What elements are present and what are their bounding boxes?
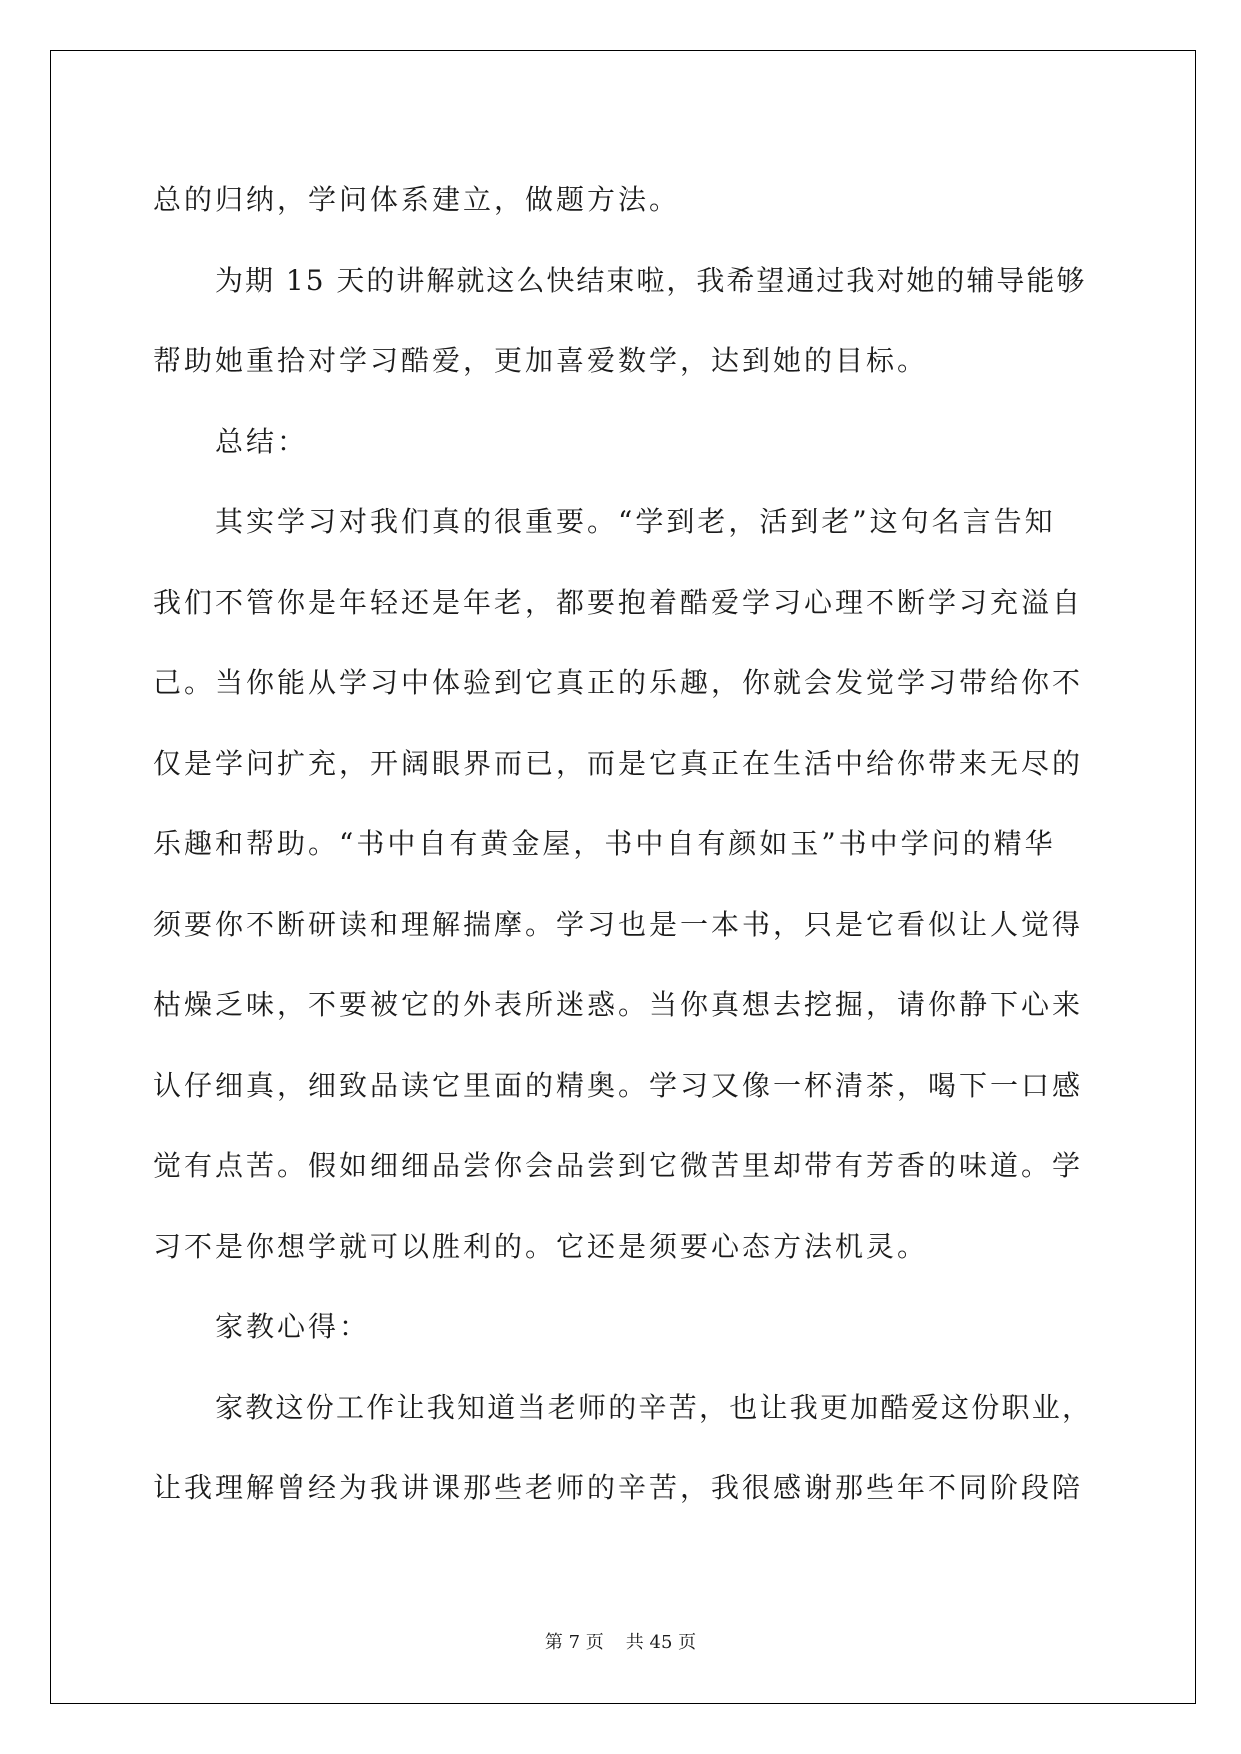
paragraph-line: 帮助她重拾对学习酷爱，更加喜爱数学，达到她的目标。	[153, 344, 929, 377]
paragraph-line: 觉有点苦。假如细细品尝你会品尝到它微苦里却带有芳香的味道。学	[153, 1149, 1084, 1182]
paragraph-line: 让我理解曾经为我讲课那些老师的辛苦，我很感谢那些年不同阶段陪	[153, 1471, 1084, 1504]
paragraph-line: 枯燥乏味，不要被它的外表所迷惑。当你真想去挖掘，请你静下心来	[153, 988, 1084, 1021]
section-heading: 总结：	[215, 424, 309, 458]
page-total: 共 45 页	[625, 1632, 697, 1653]
page-number: 第 7 页	[544, 1632, 604, 1653]
page-footer	[0, 1628, 1241, 1654]
section-heading: 家教心得：	[215, 1310, 371, 1343]
document-body	[153, 160, 1093, 1529]
paragraph-line: 我们不管你是年轻还是年老，都要抱着酷爱学习心理不断学习充溢自	[153, 585, 1084, 619]
paragraph-line: 仅是学问扩充，开阔眼界而已，而是它真正在生活中给你带来无尽的	[153, 746, 1084, 780]
paragraph-line: 己。当你能从学习中体验到它真正的乐趣，你就会发觉学习带给你不	[153, 666, 1084, 699]
paragraph-line: 认仔细真，细致品读它里面的精奥。学习又像一杯清茶，喝下一口感	[153, 1068, 1084, 1102]
paragraph-line: 乐趣和帮助。“书中自有黄金屋，书中自有颜如玉”书中学问的精华	[153, 827, 1056, 860]
paragraph-line: 其实学习对我们真的很重要。“学到老，活到老”这句名言告知	[215, 505, 1056, 538]
paragraph-line: 为期 15 天的讲解就这么快结束啦，我希望通过我对她的辅导能够	[215, 263, 1087, 297]
paragraph-line: 习不是你想学就可以胜利的。它还是须要心态方法机灵。	[153, 1229, 929, 1263]
paragraph-line: 家教这份工作让我知道当老师的辛苦，也让我更加酷爱这份职业，	[215, 1390, 1093, 1424]
paragraph-line: 须要你不断研读和理解揣摩。学习也是一本书，只是它看似让人觉得	[153, 907, 1084, 941]
paragraph-line: 总的归纳，学问体系建立，做题方法。	[153, 183, 681, 216]
